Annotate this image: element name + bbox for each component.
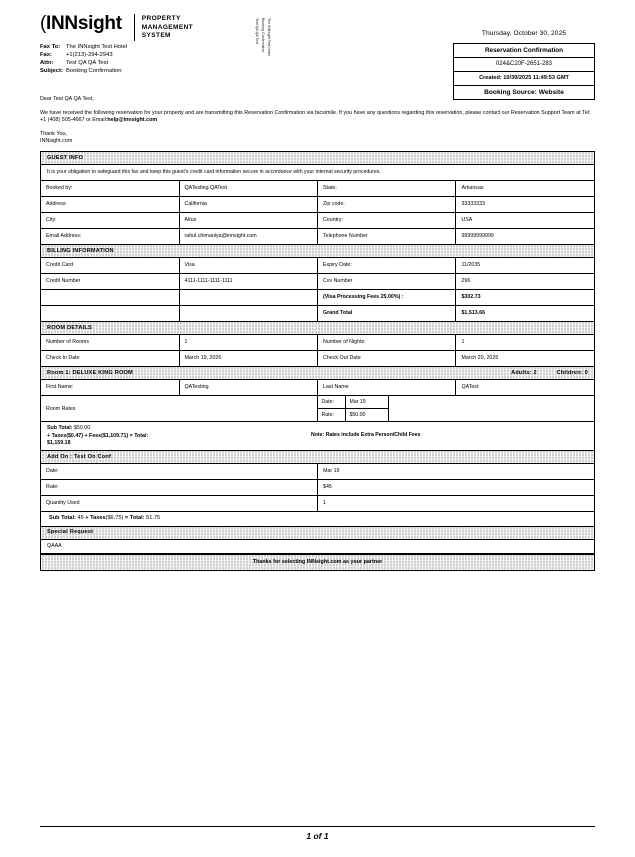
letter-body xyxy=(0,96,635,145)
room-1-subtotal-value: $50.00 xyxy=(73,425,91,432)
guest-address-label: Address: xyxy=(41,197,179,213)
addon-subtotal-row xyxy=(41,511,594,525)
credit-card-label: Credit Card xyxy=(41,258,179,274)
card-number-value: 4111-1111-1111-1111 xyxy=(179,274,317,290)
reservation-detail-document xyxy=(40,151,595,571)
rotated-text-2: Booking Confirmation xyxy=(261,18,265,53)
room-1-guest-table xyxy=(41,380,594,395)
guest-zip-label: Zip code: xyxy=(317,197,455,213)
room-rates-spacer xyxy=(389,396,595,421)
room-1-rate-note: Note: Rates include Extra Person/Child Fees xyxy=(311,432,421,439)
cvv-value: 296 xyxy=(456,274,594,290)
letter-paragraph-text: We have received the following reservation for your property and are transmitting this Reservation Confirmation via facsimile. If you have any questions regarding this reservation, please contact our Reservation Support Team at Tel: +1 (408) 505-4667 or Email: xyxy=(40,109,591,124)
rotated-fax-banner xyxy=(253,18,293,78)
tagline-line-2: MANAGEMENT xyxy=(141,23,194,31)
room-rates-rate-label: Rate: xyxy=(318,409,346,421)
fax-number-value: +1(213)-294-2943 xyxy=(66,51,113,58)
room-rates-rate-row xyxy=(318,409,388,421)
signature-thanks: Thank You, xyxy=(40,130,67,137)
addon-taxes-label: + Taxes xyxy=(85,515,106,522)
table-row xyxy=(41,197,594,213)
number-of-rooms-label: Number of Rooms xyxy=(41,335,179,351)
last-name-label: Last Name xyxy=(317,380,455,395)
table-row xyxy=(41,181,594,197)
billing-empty-cell-c xyxy=(41,306,179,322)
guest-booked-by-value: QATesting QATest xyxy=(179,181,317,197)
table-row xyxy=(41,335,594,351)
guest-address-value: California xyxy=(179,197,317,213)
addon-date-label: Date: xyxy=(41,464,318,480)
section-header-room-details: ROOM DETAILS xyxy=(41,321,594,335)
guest-city-label: City: xyxy=(41,213,179,229)
number-of-nights-value: 1 xyxy=(456,335,594,351)
billing-empty-cell-d xyxy=(179,306,317,322)
section-header-addon: Add On : Test On Conf xyxy=(41,450,594,464)
room-rates-minitable xyxy=(318,396,389,421)
checkout-label: Check Out Date xyxy=(317,351,455,367)
addon-quantity-label: Quantity Used xyxy=(41,496,318,512)
addon-date-value: Mar 19 xyxy=(318,464,595,480)
first-name-value: QATesting xyxy=(179,380,317,395)
card-number-label: Credit Number xyxy=(41,274,179,290)
table-row xyxy=(41,274,594,290)
special-request-value: QAAA xyxy=(41,540,594,554)
confirmation-created: Created: 10/30/2025 11:49:53 GMT xyxy=(454,72,594,86)
checkin-label: Check In Date xyxy=(41,351,179,367)
confirmation-box xyxy=(453,43,595,100)
guest-email-label: Email Address: xyxy=(41,229,179,245)
fax-attn-value: Test QA QA Test xyxy=(66,59,109,66)
room-rates-date-value: Mar 19 xyxy=(349,398,366,405)
guest-zip-value: 33333333 xyxy=(456,197,594,213)
room-rates-date-row xyxy=(318,396,388,409)
billing-empty-cell-a xyxy=(41,290,179,306)
table-row xyxy=(41,258,594,274)
guest-city-value: Altus xyxy=(179,213,317,229)
room-rates-date-label: Date: xyxy=(318,396,346,408)
tagline-line-1: PROPERTY xyxy=(141,15,181,22)
first-name-label: First Name: xyxy=(41,380,179,395)
guest-state-value: Arkansas xyxy=(456,181,594,197)
support-email: help@innsight.com xyxy=(107,117,158,124)
room-rates-rate-value: $50.00 xyxy=(349,411,366,418)
fax-attn-label: Attn: xyxy=(40,59,54,66)
section-header-room-1 xyxy=(41,366,594,380)
credit-card-value: Visa xyxy=(179,258,317,274)
room-1-occupancy xyxy=(511,370,588,377)
fax-number-label: Fax: xyxy=(40,51,52,58)
logo-wordmark xyxy=(40,14,122,33)
footer-thanks-banner: Thanks for selecting INNsight.com as your partner xyxy=(41,554,594,570)
processing-fees-label: (Visa Processing Fees 25.00%) : xyxy=(317,290,455,306)
table-row xyxy=(41,229,594,245)
cvv-label: Cvv Number xyxy=(317,274,455,290)
expiry-value: 11/2035 xyxy=(456,258,594,274)
addon-quantity-value: 1 xyxy=(318,496,595,512)
addon-subtotal-label: Sub Total: xyxy=(49,515,76,522)
table-row xyxy=(41,380,594,395)
confirmation-id: 024&C20F-2651-283 xyxy=(454,58,594,72)
booking-source: Booking Source: Website xyxy=(484,89,564,96)
fax-subject-label: Subject: xyxy=(40,68,63,75)
last-name-value: QATest xyxy=(456,380,594,395)
billing-empty-cell-b xyxy=(179,290,317,306)
table-row xyxy=(41,480,594,496)
room-1-title: Room 1: DELUXE KING ROOM xyxy=(47,369,133,376)
tagline-line-3: SYSTEM xyxy=(141,32,171,39)
addon-taxes-value: ($6.75) xyxy=(105,515,124,522)
addon-table xyxy=(41,464,594,511)
guest-phone-label: Telephone Number xyxy=(317,229,455,245)
room-rates-row xyxy=(41,395,594,421)
logo-name: INNsight xyxy=(46,13,122,34)
table-row xyxy=(41,496,594,512)
guest-country-value: USA xyxy=(456,213,594,229)
grand-total-value: $1,513.66 xyxy=(456,306,594,322)
room-1-children: Children: 0 xyxy=(556,369,588,376)
addon-total-value: 51.75 xyxy=(146,515,161,522)
rotated-text-3: The INNsight Test Hotel xyxy=(267,18,271,56)
letter-signature xyxy=(40,131,595,145)
grand-total-label: Grand Total xyxy=(317,306,455,322)
guest-booked-by-label: Booked by: xyxy=(41,181,179,197)
checkin-value: March 19, 2026 xyxy=(179,351,317,367)
confirmation-title: Reservation Confirmation xyxy=(454,44,594,58)
document-date: Thursday, October 30, 2025 xyxy=(481,30,567,37)
table-row xyxy=(41,351,594,367)
room-details-table xyxy=(41,335,594,366)
number-of-nights-label: Number of Nights: xyxy=(317,335,455,351)
logo-tagline xyxy=(134,14,193,41)
document-header xyxy=(0,0,635,96)
room-1-taxes-text: + Taxes($0.47) + Fees($1,109.71) = Total: xyxy=(47,432,149,439)
expiry-label: Expiry Date: xyxy=(317,258,455,274)
fax-to-value: The INNsight Test Hotel xyxy=(66,43,128,50)
guest-state-label: State: xyxy=(317,181,455,197)
processing-fees-value: $302.73 xyxy=(456,290,594,306)
guest-country-label: Country: xyxy=(317,213,455,229)
addon-rate-value: $45 xyxy=(318,480,595,496)
logo-paren: ( xyxy=(40,13,47,34)
room-rates-label: Room Rates xyxy=(41,396,318,421)
letter-greeting: Dear Test QA QA Test, xyxy=(40,96,94,102)
fax-subject-value: Booking Confirmation xyxy=(66,68,122,75)
guest-info-table xyxy=(41,181,594,244)
signature-company: INNsight.com xyxy=(40,137,73,144)
section-header-billing: BILLING INFORMATION xyxy=(41,244,594,258)
addon-rate-label: Rate: xyxy=(41,480,318,496)
room-1-adults: Adults: 2 xyxy=(511,369,537,376)
room-rates-detail xyxy=(318,396,595,421)
guest-email-value: rahul.chimanlya@innsight.com xyxy=(179,229,317,245)
number-of-rooms-value: 1 xyxy=(179,335,317,351)
guest-info-note: It is your obligation to safeguard this fax and keep this guest's credit card information secure in accordance with your internal security procedures. xyxy=(41,165,594,181)
section-header-special-request: Special Request xyxy=(41,526,594,540)
letter-paragraph xyxy=(40,110,595,125)
table-row xyxy=(41,213,594,229)
section-header-guest-info: GUEST INFO xyxy=(41,152,594,165)
room-1-subtotal-row xyxy=(41,421,594,450)
confirmation-meta-block xyxy=(453,30,595,100)
addon-subtotal-value: 45 xyxy=(77,515,84,522)
room-1-subtotal-label: Sub Total: xyxy=(47,425,73,432)
billing-table xyxy=(41,258,594,321)
addon-total-label: = Total: xyxy=(124,515,145,522)
page-footer xyxy=(40,826,595,841)
rotated-text-1: Test QA QA Test xyxy=(255,18,259,45)
fax-to-label: Fax To: xyxy=(40,43,61,50)
checkout-value: March 20, 2026 xyxy=(456,351,594,367)
page-number: 1 of 1 xyxy=(306,831,329,841)
guest-phone-value: 99999999999 xyxy=(456,229,594,245)
table-row xyxy=(41,290,594,306)
table-row xyxy=(41,464,594,480)
room-1-total-value: $1,159.18 xyxy=(47,440,71,446)
table-row xyxy=(41,306,594,322)
